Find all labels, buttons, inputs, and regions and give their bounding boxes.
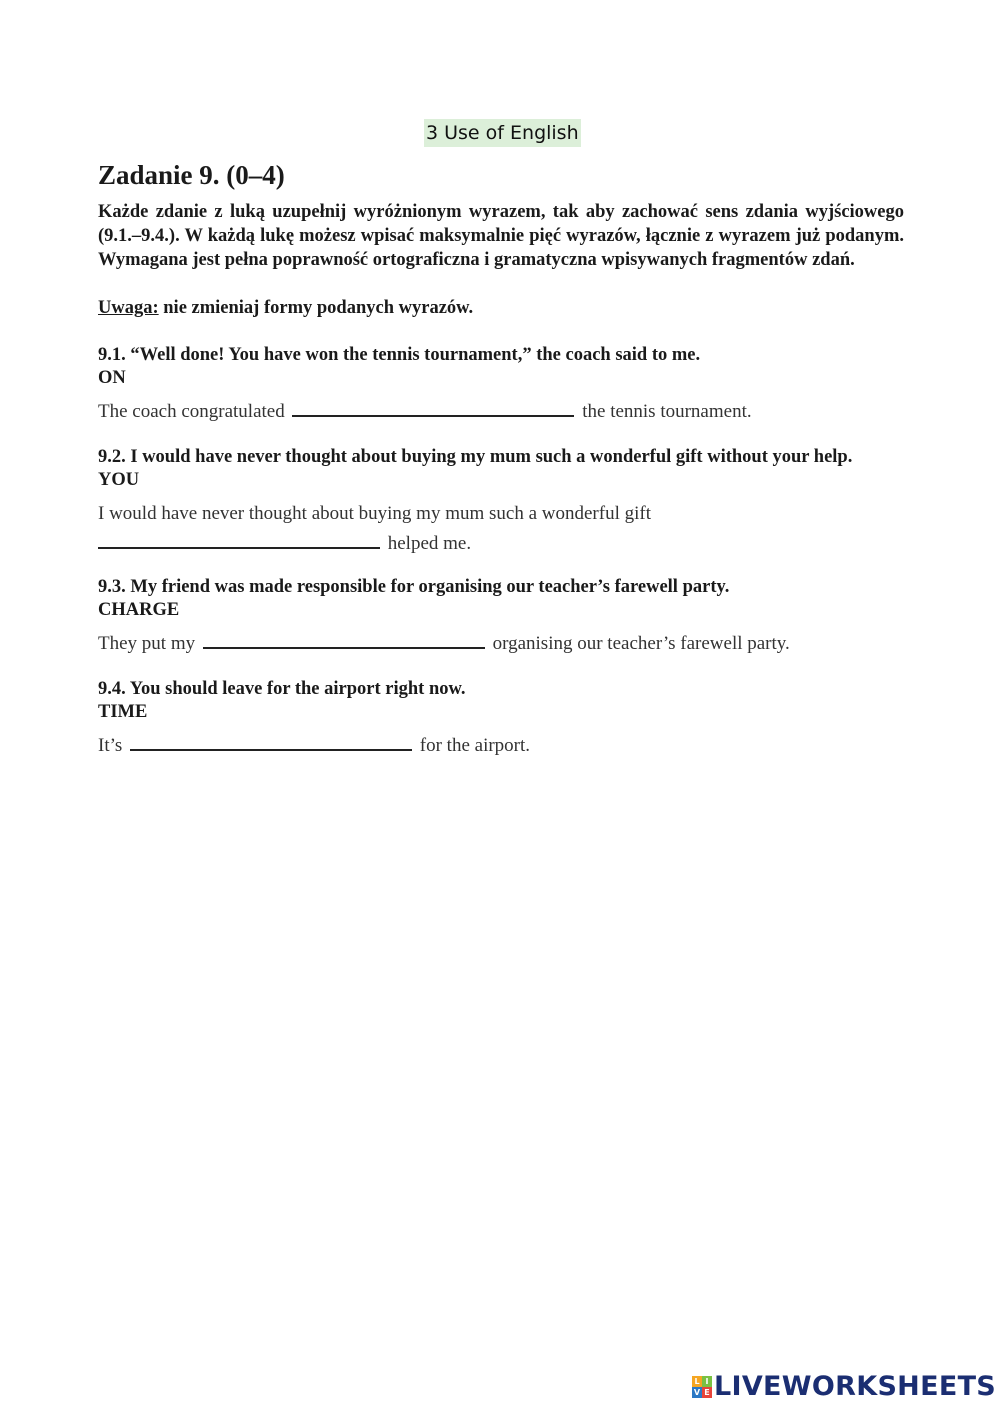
answer-gap-9-3[interactable] [203,629,485,649]
task-instructions [98,200,904,272]
answer-gap-9-2[interactable] [98,529,380,549]
answer-sentence [98,397,918,427]
item-prompt: 9.4. You should leave for the airport right now. [98,679,466,699]
sentence-end: helped me. [387,533,472,554]
sentence-end: the tennis tournament. [582,401,752,422]
answer-sentence [98,629,918,659]
sentence-start: The coach congratulated [98,401,285,422]
item-9-2 [98,446,918,559]
item-keyword: CHARGE [98,600,180,620]
answer-sentence [98,499,918,529]
item-prompt: 9.1. “Well done! You have won the tennis tournament,” the coach said to me. [98,345,701,365]
item-keyword: ON [98,368,126,388]
answer-gap-9-1[interactable] [292,397,574,417]
note-label: Uwaga: [98,298,159,318]
task-title: Zadanie 9. (0–4) [98,160,285,190]
liveworksheets-logo[interactable] [692,1371,996,1403]
section-tag: 3 Use of English [424,119,581,147]
logo-mark-tile: V [693,1388,701,1397]
sentence-end: organising our teacher’s farewell party. [492,633,790,654]
logo-mark-tile: I [702,1376,712,1387]
item-prompt: 9.2. I would have never thought about buying my mum such a wonderful gift without your help. [98,447,853,467]
answer-sentence [98,731,918,761]
logo-mark-icon [692,1376,712,1398]
sentence-start: It’s [98,735,123,756]
logo-text: LIVEWORKSHEETS [714,1371,997,1402]
task-note [98,296,473,320]
logo-mark-tile: L [692,1376,702,1387]
logo-mark-tile: E [702,1387,712,1398]
instructions-text: Każde zdanie z luką uzupełnij wyróżnionym wyrazem, tak aby zachować sens zdania wyjściowego (9.1.–9.4.). W każdą lukę możesz wpisać maksymalnie pięć wyrazów, łącznie z wyrazem już podanym. Wymagana jest pełna poprawność ortograficzna i gramatyczna wpisywanych fragmentów zdań. [98,202,904,270]
sentence-end: for the airport. [419,735,531,756]
item-9-4 [98,678,918,761]
note-text: nie zmieniaj formy podanych wyrazów. [158,298,474,318]
answer-sentence-continued [98,529,918,559]
item-9-1 [98,344,918,427]
answer-gap-9-4[interactable] [130,731,412,751]
item-prompt: 9.3. My friend was made responsible for organising our teacher’s farewell party. [98,577,730,597]
item-keyword: YOU [98,470,140,490]
item-9-3 [98,576,918,659]
item-keyword: TIME [98,702,148,722]
sentence-start: I would have never thought about buying my mum such a wonderful gift [98,503,652,524]
sentence-start: They put my [98,633,196,654]
